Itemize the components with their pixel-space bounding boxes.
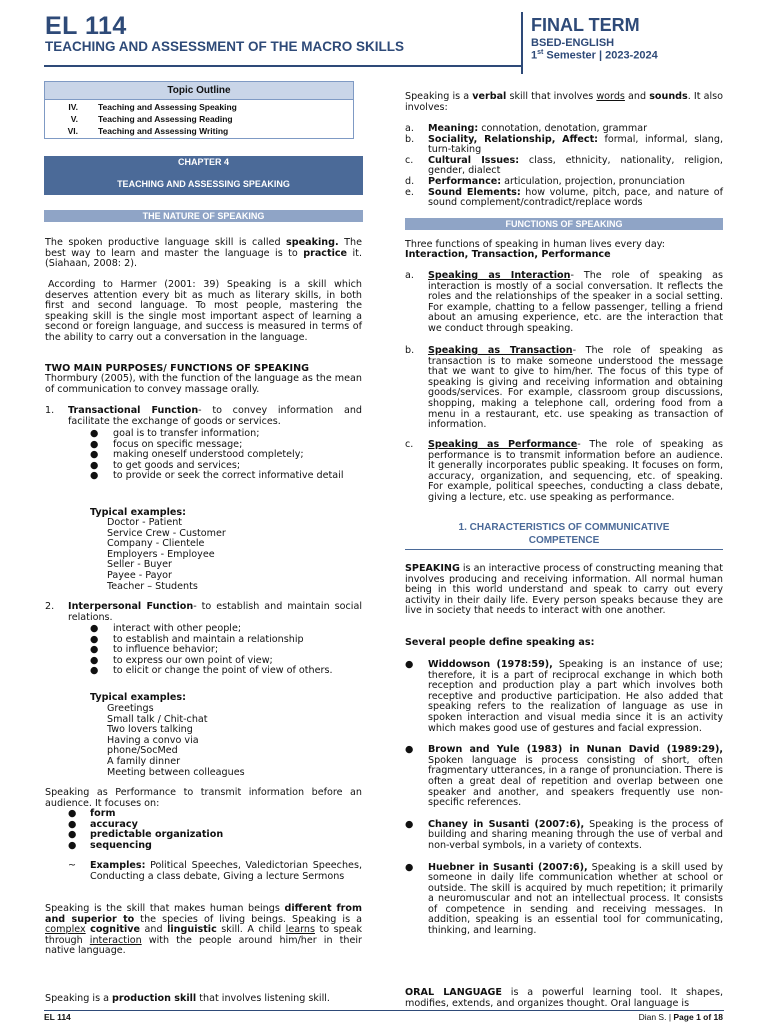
paragraph-speaking-process: SPEAKING is an interactive process of constructing meaning that involves producing and receiving information. All normal human being in this world understand and speak to carry out every activity in their daily life. Every person speaks because they are live in society that needs to interact with one another.	[405, 563, 723, 617]
purposes-text: Thormbury (2005), with the function of the language as the mean of communication to convey massage orally.	[45, 373, 362, 395]
outline-item: IV. Teaching and Assessing Speaking	[68, 102, 237, 112]
list-item: ● Huebner in Susanti (2007:6), Speaking is a skill used by someone in daily life communication whether at school or outside. The skill is acquired by much repetition; it primarily a neuromuscular and not an intellectual process. It consists of competence in sending and receiving messages. In addition, speaking is an essential tool for communicating, thinking, and learning.	[405, 861, 723, 937]
list-item: Two lovers talking	[107, 724, 193, 736]
list-item: e. Sound Elements: how volume, pitch, pace, and nature of sound complement/contradict/replace words	[405, 186, 723, 209]
paragraph-production-skill: Speaking is a production skill that involves listening skill.	[45, 993, 330, 1004]
list-item: d. Performance: articulation, projection, pronunciation	[405, 175, 685, 187]
list-item: ● goal is to transfer information;	[90, 428, 260, 439]
list-item: ● to elicit or change the point of view of others.	[90, 665, 333, 677]
term-label: FINAL TERM	[531, 15, 640, 35]
footer-rule	[44, 1010, 724, 1011]
function-c-letter: c.	[405, 439, 414, 450]
program-label: BSED-ENGLISH	[531, 37, 615, 49]
list-item: b. Sociality, Relationship, Affect: formal, informal, slang, turn-taking	[405, 133, 723, 156]
topic-outline-title: Topic Outline	[45, 82, 353, 100]
performance-focus-list	[68, 809, 358, 851]
footer-page-info: Dian S. | Page 1 of 18	[638, 1012, 723, 1022]
header-divider	[521, 12, 523, 74]
section-heading-functions: FUNCTIONS OF SPEAKING	[405, 218, 723, 230]
semester-label: 1st Semester | 2023-2024	[531, 49, 658, 62]
list-item: ● to express our own point of view;	[90, 654, 273, 666]
list-item: ● accuracy	[68, 818, 138, 830]
paragraph-oral-language: ORAL LANGUAGE is a powerful learning tool. It shapes, modifies, extends, and organizes thought. Oral language is	[405, 987, 723, 1009]
typical-examples-label: Typical examples:	[90, 507, 186, 518]
list-item: phone/SocMed	[107, 745, 178, 757]
list-item: Greetings	[107, 703, 154, 714]
chapter-label: CHAPTER 4	[177, 157, 229, 167]
list-item: Company - Clientele	[107, 538, 205, 550]
header-rule	[44, 65, 522, 67]
list-item: ● to get goods and services;	[90, 459, 241, 471]
function-performance: Speaking as Performance- The role of speaking as performance is to transmit information before an audience. It generally incorporates public speaking. It focuses on form, accuracy, organization, and sequencing, etc. of speaking. For example, political speeches, conducting a class debate, giving a lecture, etc. use speaking as performance.	[428, 439, 724, 503]
function-transaction: Speaking as Transaction- The role of speaking as transaction is to make someone understood the message that we want to give to him/her. The focus of this type of speaking is giving and receiving information and obtaining goods/services. For example, classroom group discussions, shopping, making a telephone call, ordering food from a menu in a restaurant, etc. use speaking as transaction of information.	[428, 345, 724, 431]
list-item: ● Chaney in Susanti (2007:6), Speaking is the process of building and sharing meaning through the use of verbal and non-verbal symbols, in a variety of contexts.	[405, 818, 723, 851]
function-1-examples	[107, 518, 226, 592]
list-item: ● to establish and maintain a relationship	[90, 633, 304, 645]
chapter-banner	[44, 156, 363, 195]
list-item: Doctor - Patient	[107, 517, 183, 528]
definitions-list	[405, 660, 723, 937]
performance-text: Speaking as Performance to transmit information before an audience. It focuses on:	[45, 787, 362, 809]
list-item: c. Cultural Issues: class, ethnicity, nationality, religion, gender, dialect	[405, 154, 723, 177]
section-heading-nature: THE NATURE OF SPEAKING	[44, 210, 363, 222]
list-item: Service Crew - Customer	[107, 527, 226, 539]
list-item: Payee - Payor	[107, 569, 173, 581]
list-item: Seller - Buyer	[107, 559, 172, 571]
paragraph-verbal-skill: Speaking is a verbal skill that involves words and sounds. It also involves:	[405, 91, 723, 113]
list-item: ● Widdowson (1978:59), Speaking is an instance of use; therefore, it is a part of reciprocal exchange in which both reception and production play a part which involves both receptive and productive participation. He also added that speaking refers to the realization of language as use in spoken interaction and visual media since it is an activity which makes good use of gestures and facial expression.	[405, 659, 723, 734]
list-item: ● Brown and Yule (1983) in Nunan David (1989:29), Spoken language is process consisting of short, often fragmentary utterances, in a range of pronunciation. There is often a great deal of repetition and overlap between one speaker and another, and speakers frequently use non-specific references.	[405, 744, 724, 809]
list-item: ● to provide or seek the correct informative detail	[90, 470, 344, 482]
list-item: ● making oneself understood completely;	[90, 449, 304, 461]
list-item: ● predictable organization	[68, 829, 224, 841]
function-2-bullets	[90, 624, 362, 677]
examples-marker: ~	[68, 860, 77, 871]
list-item: Employers - Employee	[107, 548, 215, 560]
list-item: ● form	[68, 808, 116, 819]
section-heading-competence: 1. CHARACTERISTICS OF COMMUNICATIVE COMPETENCE	[405, 521, 723, 550]
function-a-letter: a.	[405, 270, 414, 281]
chapter-title: TEACHING AND ASSESSING SPEAKING	[117, 179, 290, 189]
function-1-text: Transactional Function- to convey information and facilitate the exchange of goods or services.	[68, 405, 362, 427]
purposes-heading: TWO MAIN PURPOSES/ FUNCTIONS OF SPEAKING	[45, 363, 309, 374]
speaking-elements-list	[405, 124, 723, 209]
functions-list: Interaction, Transaction, Performance	[405, 249, 611, 260]
list-item: Teacher – Students	[107, 580, 198, 592]
list-item: A family dinner	[107, 755, 181, 767]
function-1-number: 1.	[45, 405, 55, 416]
typical-examples-label: Typical examples:	[90, 692, 186, 703]
function-b-letter: b.	[405, 345, 415, 356]
list-item: Having a convo via	[107, 734, 199, 746]
footer-course: EL 114	[44, 1012, 71, 1022]
paragraph-human-skill: Speaking is the skill that makes human beings different from and superior to the species of living beings. Speaking is a complex cognitive and linguistic skill. A child learns to speak through interaction with the people around him/her in their native language.	[45, 903, 363, 957]
paragraph-harmer: According to Harmer (2001: 39) Speaking is a skill which deserves attention every bit as much as literary skills, in both first and second language. To most people, mastering the speaking skill is the single most important aspect of learning a second or foreign language, and success is measured in terms of the ability to carry out a conversation in the language.	[45, 279, 362, 343]
list-item: ● sequencing	[68, 839, 152, 851]
list-item: ● interact with other people;	[90, 623, 242, 634]
function-2-number: 2.	[45, 601, 55, 612]
list-item: Small talk / Chit-chat	[107, 713, 208, 725]
outline-item: VI. Teaching and Assessing Writing	[67, 126, 229, 136]
list-item: ● to influence behavior;	[90, 644, 219, 656]
function-2-examples	[107, 704, 245, 778]
function-1-bullets	[90, 429, 362, 482]
outline-item: V. Teaching and Assessing Reading	[70, 114, 233, 124]
list-item: ● focus on specific message;	[90, 438, 243, 450]
topic-outline	[44, 81, 354, 139]
function-2-text: Interpersonal Function- to establish and maintain social relations.	[68, 601, 363, 623]
list-item: Meeting between colleagues	[107, 766, 245, 778]
define-heading: Several people define speaking as:	[405, 637, 595, 648]
function-interaction: Speaking as Interaction- The role of speaking as interaction is mostly of a social conversation. It reflects the roles and the relationships of the speaker in a social setting. For example, chatting to a fellow passenger, telling a friend about an amusing experience, etc. are the interaction that we conduct through speaking.	[428, 270, 724, 334]
list-item: a. Meaning: connotation, denotation, grammar	[405, 123, 648, 134]
performance-examples: Examples: Political Speeches, Valedictorian Speeches, Conducting a class debate, Giving a lecture Sermons	[90, 860, 362, 882]
course-title: TEACHING AND ASSESSMENT OF THE MACRO SKILLS	[45, 39, 405, 54]
paragraph-speaking-definition: The spoken productive language skill is called speaking. The best way to learn and master the language is to practice it. (Siahaan, 2008: 2).	[45, 237, 362, 270]
functions-intro: Three functions of speaking in human lives every day:	[405, 239, 665, 250]
course-code: EL 114	[45, 12, 127, 40]
